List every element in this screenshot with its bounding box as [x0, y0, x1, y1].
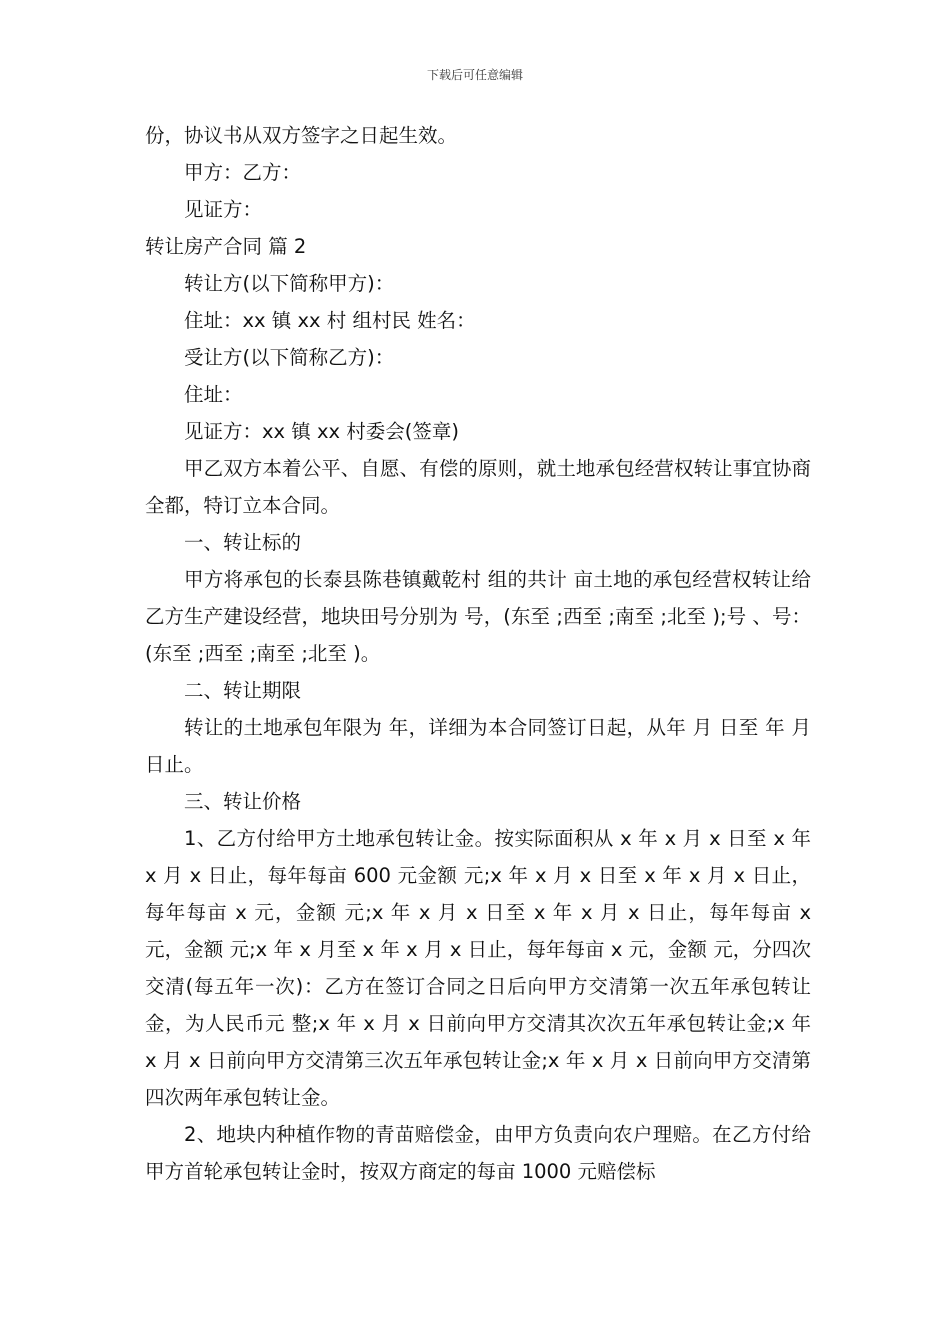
clause-heading: 一、转让标的: [184, 531, 302, 554]
page-header: 下载后可任意编辑: [426, 68, 523, 82]
paragraph: 住址：xx 镇 xx 村 组村民 姓名：: [184, 309, 476, 332]
paragraph: 2、地块内种植作物的青苗赔偿金，由甲方负责向农户理赔。在乙方付给甲方首轮承包转让金时，按双方商定的每亩 1000 元赔偿标: [145, 1123, 811, 1183]
section-title: 转让房产合同 篇 2: [145, 235, 307, 258]
paragraph: 甲方：乙方：: [184, 161, 302, 184]
paragraph: 受让方(以下简称乙方)：: [184, 346, 395, 369]
paragraph: 份，协议书从双方签字之日起生效。: [145, 124, 458, 147]
paragraph: 1、乙方付给甲方土地承包转让金。按实际面积从 x 年 x 月 x 日至 x 年 x 月 x 日止，每年每亩 600 元金额 元;x 年 x 月 x 日至 x 年 x 月 x 日止，每年每亩 x 元，金额 元;x 年 x 月 x 日至 x 年 x 月 x 日止，每年每亩 x 元，金额 元;x 年 x 月至 x 年 x 月 x 日止，每年每亩 x 元，金额 元，分四次交清(每五年一次)：乙方在签订合同之日后向甲方交清第一次五年承包转让金，为人民币元 整;x 年 x 月 x 日前向甲方交清其次次五年承包转让金;x 年 x 月 x 日前向甲方交清第三次五年承包转让金;x 年 x 月 x 日前向甲方交清第四次两年承包转让金。: [145, 827, 811, 1109]
paragraph: 见证方：: [184, 198, 263, 221]
paragraph: 甲乙双方本着公平、自愿、有偿的原则，就土地承包经营权转让事宜协商全都，特订立本合同。: [145, 457, 811, 517]
document-body: [145, 117, 811, 1190]
clause-heading: 三、转让价格: [184, 790, 302, 813]
paragraph: 住址：: [184, 383, 243, 406]
paragraph: 转让方(以下简称甲方)：: [184, 272, 395, 295]
paragraph: 转让的土地承包年限为 年，详细为本合同签订日起，从年 月 日至 年 月 日止。: [145, 716, 811, 776]
paragraph: 甲方将承包的长泰县陈巷镇戴乾村 组的共计 亩土地的承包经营权转让给乙方生产建设经营，地块田号分别为 号，(东至 ;西至 ;南至 ;北至 );号 、号：(东至 ;西至 ;南至 ;北至 )。: [145, 568, 811, 665]
paragraph: 见证方：xx 镇 xx 村委会(签章): [184, 420, 459, 443]
clause-heading: 二、转让期限: [184, 679, 302, 702]
